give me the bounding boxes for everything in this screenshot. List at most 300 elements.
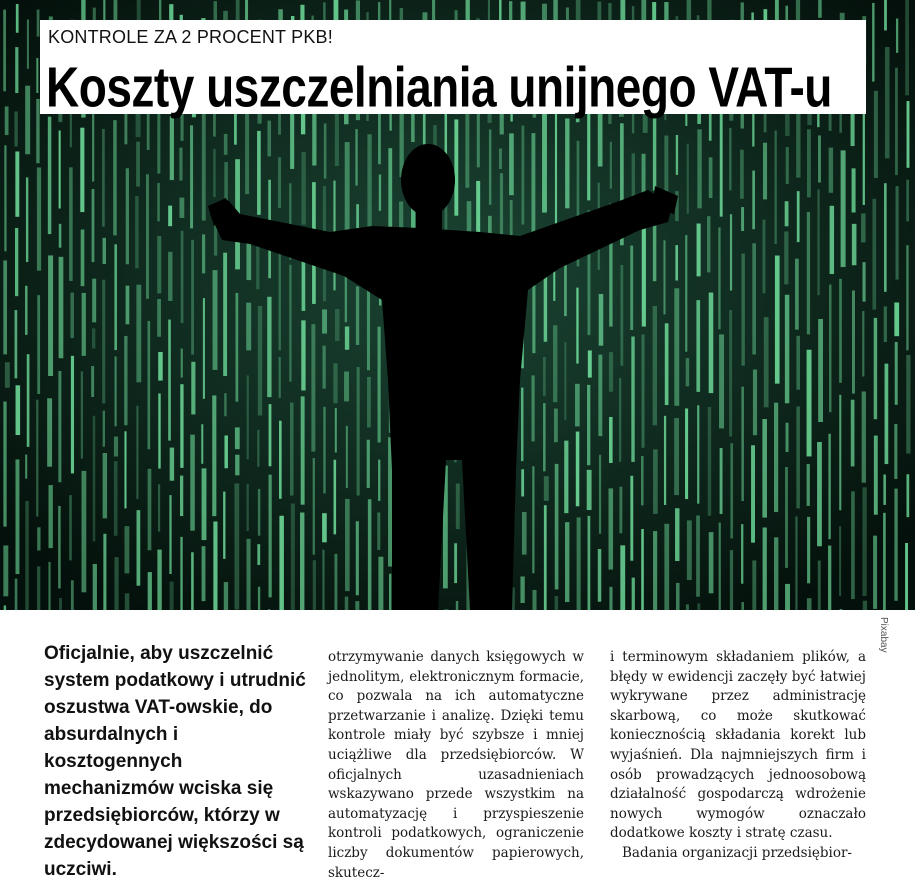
code-stream	[499, 148, 502, 169]
code-stream	[741, 254, 744, 366]
code-stream	[620, 545, 625, 610]
code-stream	[730, 550, 733, 610]
code-stream	[676, 135, 678, 175]
code-stream	[37, 566, 40, 610]
code-stream	[157, 183, 160, 221]
code-stream	[685, 235, 687, 352]
code-stream	[905, 543, 908, 610]
code-stream	[719, 334, 724, 428]
code-stream	[71, 356, 74, 474]
code-stream	[663, 240, 665, 314]
code-stream	[829, 285, 831, 413]
code-stream	[345, 142, 350, 236]
code-stream	[378, 327, 381, 443]
code-stream	[852, 168, 856, 212]
code-stream	[102, 129, 105, 227]
code-stream	[674, 288, 679, 406]
code-stream	[82, 293, 86, 356]
code-stream	[752, 171, 755, 230]
code-stream	[707, 216, 710, 272]
code-stream	[180, 537, 182, 610]
code-stream	[896, 186, 899, 279]
code-stream	[224, 134, 228, 155]
code-stream	[575, 384, 580, 427]
code-stream	[58, 371, 61, 482]
code-stream	[696, 300, 700, 392]
code-stream	[137, 510, 141, 586]
code-stream	[784, 231, 788, 284]
code-stream	[817, 442, 822, 546]
code-stream	[894, 489, 897, 601]
code-stream	[378, 460, 380, 501]
code-stream	[235, 427, 240, 449]
code-stream	[179, 148, 182, 181]
code-stream	[59, 130, 61, 208]
code-stream	[454, 543, 457, 583]
code-stream	[3, 545, 8, 596]
code-stream	[564, 441, 568, 514]
code-stream	[301, 320, 305, 390]
code-stream	[456, 484, 460, 530]
code-stream	[884, 183, 887, 292]
code-stream	[730, 214, 732, 290]
code-stream	[509, 133, 514, 195]
code-stream	[27, 354, 30, 447]
code-stream	[4, 605, 6, 610]
code-stream	[861, 213, 866, 242]
code-stream	[729, 128, 731, 190]
code-stream	[389, 574, 391, 610]
code-stream	[168, 320, 171, 441]
code-stream	[599, 294, 604, 346]
code-stream	[720, 448, 723, 514]
code-stream	[278, 157, 281, 208]
code-stream	[544, 476, 549, 501]
code-stream	[630, 476, 633, 561]
code-stream	[862, 311, 864, 377]
code-stream	[456, 601, 458, 610]
code-stream	[520, 576, 524, 603]
code-stream	[785, 467, 788, 568]
title-box	[40, 20, 866, 114]
code-stream	[709, 157, 713, 198]
code-stream	[37, 295, 40, 394]
code-stream	[687, 144, 689, 214]
code-stream	[356, 286, 359, 345]
code-stream	[775, 256, 780, 384]
code-stream	[290, 403, 294, 496]
code-stream	[872, 3, 874, 82]
code-stream	[852, 290, 855, 393]
code-stream	[158, 352, 163, 381]
code-stream	[532, 278, 535, 353]
code-stream	[763, 527, 767, 610]
code-stream	[357, 367, 360, 496]
code-stream	[48, 562, 50, 610]
code-stream	[135, 196, 138, 268]
code-stream	[102, 280, 105, 404]
code-stream	[334, 460, 337, 535]
code-stream	[333, 363, 337, 403]
code-stream	[114, 461, 118, 536]
code-stream	[675, 508, 679, 561]
code-stream	[81, 371, 83, 458]
code-stream	[37, 167, 41, 270]
code-stream	[279, 357, 281, 398]
code-stream	[619, 378, 621, 462]
code-stream	[894, 424, 897, 479]
code-stream	[588, 350, 592, 377]
code-stream	[258, 489, 260, 536]
code-stream	[168, 252, 172, 301]
code-stream	[59, 224, 62, 248]
code-stream	[191, 362, 195, 415]
code-stream	[874, 436, 878, 515]
code-stream	[729, 310, 732, 437]
code-stream	[377, 512, 380, 550]
code-stream	[587, 385, 590, 465]
code-stream	[258, 587, 260, 610]
code-stream	[807, 212, 810, 334]
code-stream	[697, 129, 701, 208]
code-stream	[531, 375, 534, 441]
body-paragraph: i terminowym składaniem plików, a błędy w ewidencji zaczęły być łatwiej wykrywane przez administrację skarbową, co może skutkować koniecznością składania korekt lub wyjaśnień. Dla najmniejszych firm i osób prowadzących jednoosobową działalność gospodarczą wdrożenie nowych wymogów oznaczało dodatkowe koszty i stratę czasu.	[610, 648, 866, 844]
code-stream	[124, 336, 127, 425]
code-stream	[223, 492, 225, 559]
code-stream	[322, 513, 327, 542]
code-stream	[181, 349, 183, 378]
code-stream	[191, 240, 194, 355]
body-paragraph: Badania organizacji przedsiębior-	[610, 844, 866, 864]
code-stream	[148, 469, 152, 550]
code-stream	[3, 402, 6, 527]
code-stream	[126, 286, 130, 325]
code-stream	[839, 279, 842, 383]
code-stream	[169, 495, 171, 574]
code-stream	[36, 58, 38, 93]
code-stream	[817, 189, 819, 295]
code-stream	[872, 199, 876, 310]
code-stream	[587, 470, 592, 510]
code-stream	[532, 590, 536, 610]
lead-paragraph: Oficjalnie, aby uszczelnić system podatkowy i utrudnić oszustwa VAT-owskie, do absurdalnych i kosztogennych mechanizmów wciska się przedsiębiorców, którzy w zdecydowanej większości są uczciwi.	[44, 640, 306, 883]
code-stream	[599, 455, 601, 534]
code-stream	[258, 306, 262, 416]
code-stream	[213, 270, 218, 370]
code-stream	[774, 403, 778, 512]
code-stream	[379, 175, 381, 211]
code-stream	[709, 293, 714, 394]
code-stream	[642, 154, 646, 195]
code-stream	[71, 580, 74, 610]
code-stream	[785, 584, 790, 610]
code-stream	[5, 362, 10, 388]
code-stream	[883, 475, 886, 505]
code-stream	[862, 391, 866, 482]
code-stream	[839, 526, 841, 596]
code-stream	[322, 550, 324, 610]
code-stream	[114, 437, 118, 457]
code-stream	[707, 0, 711, 22]
code-stream	[170, 582, 174, 610]
code-stream	[685, 408, 688, 499]
code-stream	[895, 68, 898, 175]
code-stream	[641, 529, 644, 610]
code-stream	[168, 206, 172, 227]
code-stream	[289, 265, 291, 382]
code-stream	[489, 129, 491, 204]
code-stream	[653, 306, 657, 425]
code-stream	[697, 405, 699, 503]
code-stream	[564, 342, 566, 420]
code-stream	[641, 456, 644, 505]
code-stream	[322, 309, 327, 333]
code-stream	[762, 220, 765, 294]
code-stream	[158, 393, 160, 468]
code-stream	[25, 286, 27, 335]
code-stream	[257, 544, 260, 565]
code-stream	[25, 501, 28, 610]
code-stream	[345, 326, 349, 349]
code-stream	[355, 129, 357, 185]
code-stream	[202, 234, 205, 273]
code-stream	[313, 458, 315, 555]
code-stream	[686, 358, 689, 386]
code-stream	[905, 0, 909, 95]
code-stream	[335, 309, 340, 341]
code-stream	[830, 206, 834, 274]
code-stream	[114, 557, 118, 610]
code-stream	[598, 549, 601, 602]
code-stream	[58, 506, 60, 589]
code-stream	[300, 513, 304, 610]
code-stream	[786, 147, 789, 184]
code-stream	[797, 191, 800, 242]
code-stream	[103, 411, 105, 447]
code-stream	[632, 578, 635, 610]
code-stream	[873, 536, 877, 609]
code-stream	[5, 106, 9, 135]
code-stream	[796, 406, 799, 508]
code-stream	[764, 317, 769, 407]
code-stream	[576, 432, 580, 507]
code-stream	[521, 126, 524, 225]
code-stream	[785, 295, 789, 404]
code-stream	[454, 119, 458, 215]
code-stream	[92, 328, 95, 348]
code-stream	[795, 259, 799, 330]
code-stream	[246, 303, 251, 351]
code-stream	[91, 366, 94, 397]
code-stream	[335, 408, 337, 453]
code-stream	[27, 19, 29, 68]
code-stream	[653, 449, 658, 514]
code-stream	[687, 520, 692, 580]
code-stream	[753, 370, 757, 436]
code-stream	[741, 602, 744, 610]
code-stream	[114, 244, 117, 350]
code-stream	[674, 418, 679, 495]
code-stream	[203, 298, 205, 399]
code-stream	[279, 516, 283, 610]
code-stream	[224, 435, 227, 468]
code-stream	[146, 174, 149, 298]
code-stream	[543, 403, 546, 471]
code-stream	[521, 469, 524, 496]
code-stream	[544, 505, 547, 610]
code-stream	[851, 400, 855, 467]
code-stream	[619, 487, 622, 534]
code-stream	[762, 419, 767, 518]
code-stream	[323, 407, 325, 494]
code-stream	[840, 609, 843, 610]
code-stream	[202, 110, 206, 221]
code-stream	[906, 355, 910, 454]
code-stream	[69, 167, 73, 281]
code-stream	[741, 387, 744, 501]
code-stream	[82, 471, 87, 592]
code-stream	[367, 280, 370, 371]
code-stream	[334, 554, 337, 610]
code-stream	[59, 598, 62, 610]
code-stream	[180, 476, 183, 516]
code-stream	[47, 398, 52, 466]
code-stream	[179, 198, 184, 218]
code-stream	[136, 406, 138, 499]
code-stream	[906, 245, 908, 350]
code-stream	[16, 385, 21, 435]
code-stream	[148, 572, 152, 610]
code-stream	[609, 587, 612, 610]
code-stream	[367, 377, 371, 427]
code-stream	[4, 145, 6, 251]
code-stream	[157, 550, 161, 610]
code-stream	[785, 201, 789, 226]
code-stream	[15, 579, 18, 610]
code-stream	[247, 375, 249, 459]
code-stream	[642, 334, 645, 447]
code-stream	[191, 552, 194, 610]
code-stream	[81, 229, 85, 286]
code-stream	[247, 539, 251, 610]
code-stream	[236, 293, 239, 402]
code-stream	[675, 245, 678, 280]
code-stream	[708, 407, 711, 516]
code-stream	[818, 0, 822, 18]
code-stream	[16, 4, 19, 33]
code-stream	[103, 238, 106, 264]
code-stream	[367, 440, 370, 488]
code-stream	[59, 257, 64, 358]
code-stream	[3, 260, 7, 354]
code-stream	[378, 557, 383, 610]
code-stream	[124, 526, 129, 573]
code-stream	[190, 125, 193, 228]
code-stream	[807, 129, 811, 197]
code-stream	[224, 582, 228, 610]
code-stream	[829, 148, 833, 193]
code-stream	[863, 601, 867, 610]
code-stream	[356, 521, 359, 595]
code-stream	[763, 143, 767, 200]
code-stream	[313, 560, 316, 610]
code-stream	[555, 596, 559, 610]
code-stream	[126, 168, 129, 264]
code-stream	[630, 246, 633, 330]
code-stream	[883, 513, 886, 610]
code-stream	[807, 350, 812, 457]
code-stream	[752, 243, 756, 354]
code-stream	[653, 531, 657, 610]
code-stream	[907, 101, 910, 168]
code-stream	[906, 180, 909, 222]
code-stream	[522, 512, 527, 555]
code-stream	[521, 388, 523, 462]
code-stream	[48, 255, 53, 376]
code-stream	[170, 448, 174, 481]
code-stream	[774, 537, 778, 610]
code-stream	[620, 265, 623, 366]
code-stream	[48, 117, 51, 234]
code-stream	[15, 47, 18, 93]
code-stream	[247, 484, 249, 531]
code-stream	[25, 455, 27, 479]
code-stream	[730, 443, 733, 538]
code-stream	[577, 517, 581, 610]
code-stream	[322, 346, 325, 389]
code-stream	[93, 416, 96, 542]
code-stream	[896, 19, 898, 53]
code-stream	[609, 352, 613, 392]
code-stream	[291, 504, 295, 610]
code-stream	[786, 423, 789, 452]
code-stream	[80, 128, 84, 212]
code-stream	[598, 355, 602, 437]
code-stream	[25, 86, 30, 155]
code-stream	[741, 524, 743, 584]
code-stream	[532, 466, 534, 573]
code-stream	[113, 120, 116, 235]
code-stream	[719, 523, 721, 610]
code-stream	[355, 601, 359, 610]
code-stream	[279, 421, 282, 499]
code-stream	[697, 603, 700, 610]
code-stream	[818, 319, 823, 422]
code-stream	[346, 426, 348, 488]
code-stream	[807, 598, 812, 610]
code-stream	[269, 404, 272, 466]
code-stream	[676, 583, 680, 610]
code-stream	[301, 152, 305, 225]
code-stream	[740, 150, 744, 199]
code-stream	[610, 142, 612, 189]
code-stream	[818, 561, 821, 610]
code-stream	[267, 297, 271, 397]
code-stream	[543, 357, 546, 396]
code-stream	[665, 323, 669, 405]
code-stream	[894, 302, 899, 336]
code-stream	[576, 288, 578, 364]
kicker: KONTROLE ZA 2 PROCENT PKB!	[48, 27, 333, 48]
code-stream	[818, 135, 821, 182]
body-paragraph: otrzymywanie danych księgowych w jednolitym, elektronicznym formacie, co pozwala na ich automatyczne przetwarzanie i analizę. Dzięki temu kontrole miały być szybsze i mniej uciążliwe dla przedsiębiorców. W oficjalnych uzasadnieniach wskazywano przede wszystkim na automatyzację i przyspieszenie kontroli podatkowych, ograniczenie liczby dokumentów papierowych, skutecz-	[328, 648, 584, 883]
code-stream	[181, 231, 184, 323]
code-stream	[828, 546, 831, 610]
code-stream	[718, 227, 720, 329]
code-stream	[862, 487, 866, 596]
code-stream	[841, 150, 846, 267]
code-stream	[15, 310, 18, 378]
